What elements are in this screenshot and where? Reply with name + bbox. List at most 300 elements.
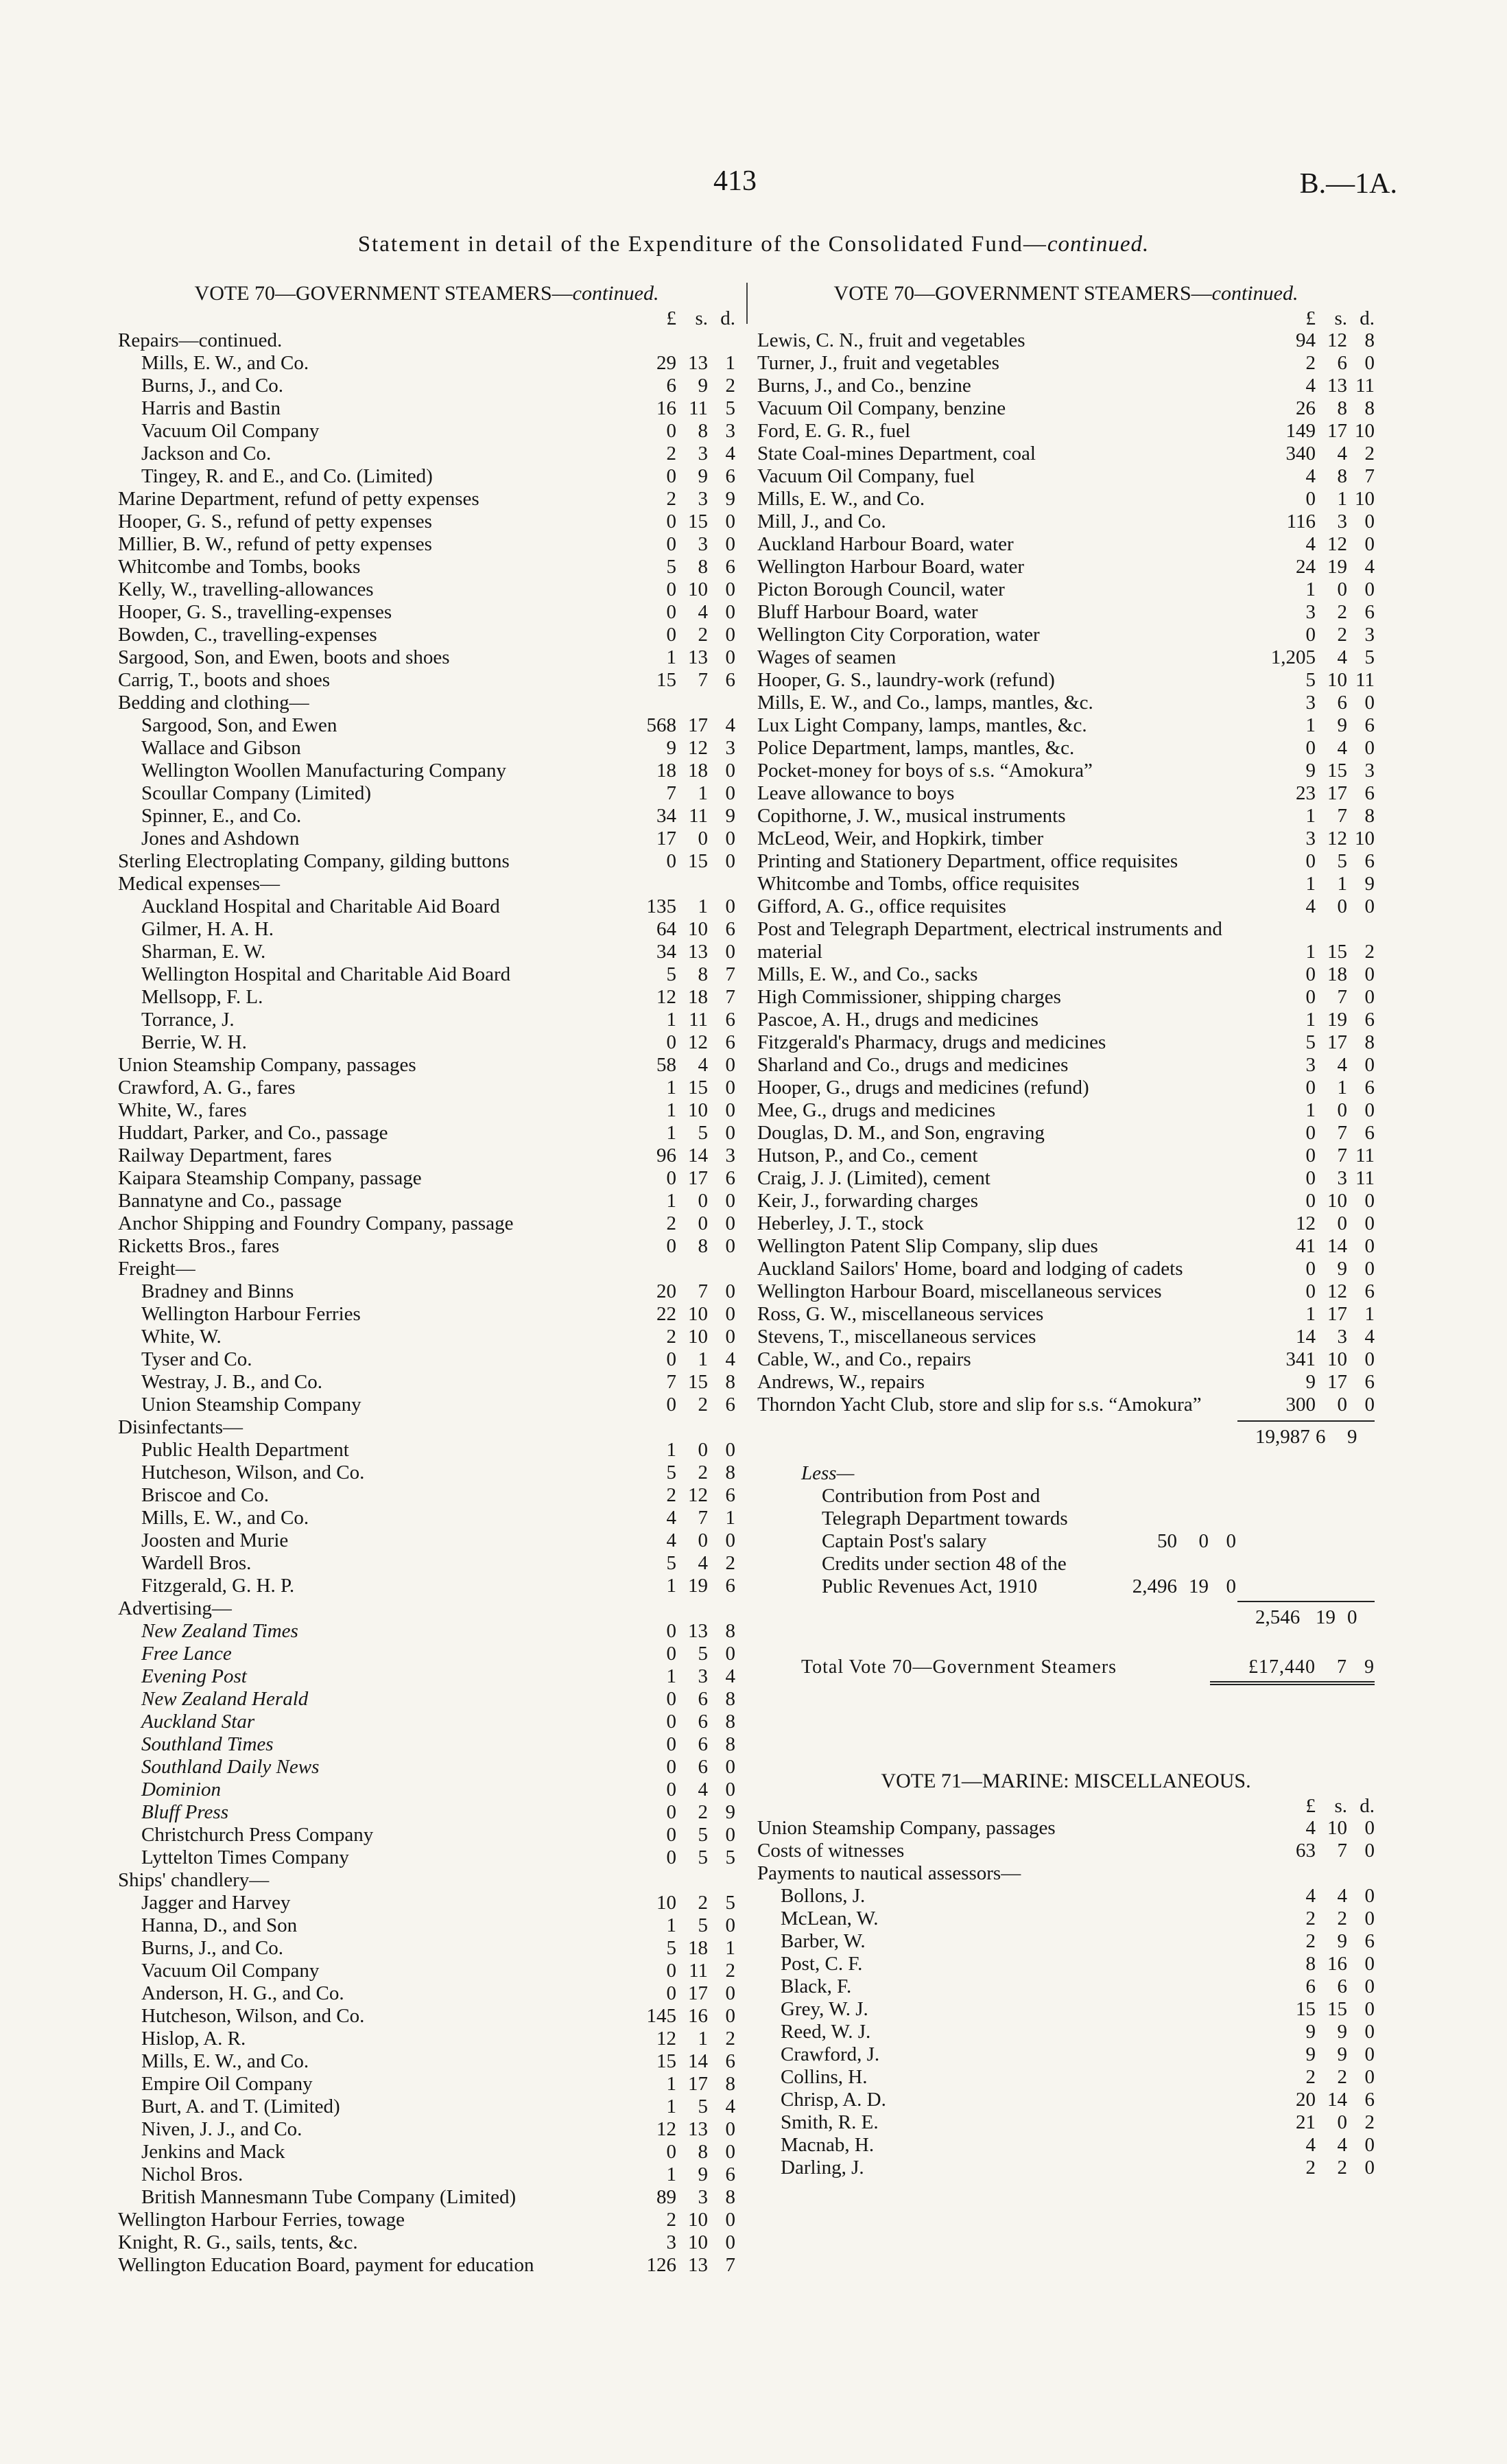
table-row (757, 556, 1375, 578)
entry-description: Westray, J. B., and Co. (141, 1371, 323, 1393)
amount-pence: 6 (725, 669, 735, 691)
amount-shillings: 15 (688, 1371, 708, 1393)
amount-pounds: 58 (656, 1054, 676, 1076)
amount-shillings: 2 (698, 624, 708, 646)
vote70-subtotal (1237, 1420, 1375, 1448)
amount-shillings: 12 (688, 1484, 708, 1506)
amount-pence: 0 (725, 1914, 735, 1936)
amount-shillings: 3 (698, 488, 708, 510)
amount-pence: 9 (725, 488, 735, 510)
amount-pence: 6 (725, 2050, 735, 2072)
amount-pounds: 4 (1305, 465, 1316, 487)
amount-pence: 0 (725, 895, 735, 917)
amount-shillings: 5 (698, 1914, 708, 1936)
amount-shillings: 1 (698, 2028, 708, 2050)
amount-pounds: 21 (1296, 2111, 1316, 2133)
amount-pence: 0 (725, 1643, 735, 1665)
amount-pence: 5 (725, 1892, 735, 1914)
entry-description: Kaipara Steamship Company, passage (118, 1167, 422, 1189)
entry-description: Marine Department, refund of petty expenses (118, 488, 479, 510)
entry-description: Auckland Star (141, 1711, 255, 1733)
table-row (118, 737, 735, 760)
amount-pounds: 1,205 (1270, 646, 1316, 668)
amount-pounds: 0 (666, 1394, 676, 1416)
amount-shillings: 14 (688, 1145, 708, 1166)
amount-pence: 5 (725, 397, 735, 419)
entry-description: Sargood, Son, and Ewen (141, 714, 337, 736)
less-section (757, 1462, 1375, 1629)
table-row (118, 1914, 735, 1937)
amount-pence: 6 (725, 918, 735, 940)
table-row (757, 737, 1375, 760)
amount-pounds: 9 (1305, 2043, 1316, 2065)
amount-pounds: 1 (1305, 1303, 1316, 1325)
table-row (118, 828, 735, 850)
amount-pence: 0 (1364, 1258, 1375, 1280)
amount-shillings: 17 (688, 1167, 708, 1189)
amount-pence: 6 (1364, 1009, 1375, 1031)
amount-shillings: 19 (1327, 1009, 1347, 1031)
table-row (118, 352, 735, 375)
amount-pounds: 0 (1305, 488, 1316, 510)
table-row (757, 1930, 1375, 1953)
amount-pence: 0 (1364, 737, 1375, 759)
amount-pounds: 0 (666, 850, 676, 872)
entry-description: White, W. (141, 1326, 222, 1348)
amount-pence: 2 (725, 1552, 735, 1574)
table-row (118, 1846, 735, 1869)
amount-pounds: 0 (666, 1711, 676, 1733)
amount-shillings: 11 (689, 805, 708, 827)
amount-pence: 0 (1364, 963, 1375, 985)
amount-pence: 0 (1364, 1394, 1375, 1416)
table-row (118, 941, 735, 963)
entry-description: Union Steamship Company, passages (118, 1054, 416, 1076)
pence-unit: d. (1360, 1795, 1375, 1817)
amount-pounds: 0 (666, 1779, 676, 1800)
vote71-heading: VOTE 71—MARINE: MISCELLANEOUS. (881, 1770, 1251, 1792)
amount-pence: 0 (725, 533, 735, 555)
amount-pounds: 0 (666, 1688, 676, 1710)
table-row (757, 828, 1375, 850)
amount-pence: 0 (1364, 511, 1375, 532)
entry-description: Free Lance (141, 1643, 232, 1665)
table-row (118, 2118, 735, 2141)
amount-pence: 7 (725, 963, 735, 985)
table-row (118, 963, 735, 986)
amount-pounds: 126 (646, 2254, 676, 2276)
amount-pence: 0 (725, 1779, 735, 1800)
amount-pence: 0 (1364, 1054, 1375, 1076)
amount-shillings: 4 (1337, 1885, 1347, 1907)
entry-description: Hutcheson, Wilson, and Co. (141, 1462, 365, 1483)
amount-pounds: 1 (666, 1099, 676, 1121)
amount-pence: 9 (725, 805, 735, 827)
amount-pounds: 1 (666, 1009, 676, 1031)
amount-pounds: 1 (1305, 578, 1316, 600)
amount-pence: 0 (725, 578, 735, 600)
table-row (757, 1908, 1375, 1930)
entry-description: Chrisp, A. D. (781, 2089, 886, 2111)
right-vote-heading-suffix: continued. (1211, 282, 1298, 305)
entry-description: Wellington Education Board, payment for education (118, 2254, 534, 2276)
less-item (801, 1553, 1375, 1598)
amount-shillings: 9 (1337, 1258, 1347, 1280)
page-number: 413 (713, 165, 757, 197)
pounds-unit: £ (666, 307, 676, 329)
table-row (757, 1280, 1375, 1303)
table-row (118, 1552, 735, 1575)
entry-description: Burns, J., and Co. (141, 375, 284, 397)
entry-description: Ross, G. W., miscellaneous services (757, 1303, 1044, 1325)
amount-shillings: 15 (1327, 941, 1347, 963)
amount-shillings: 10 (688, 2209, 708, 2231)
amount-pence: 6 (725, 1575, 735, 1597)
entry-description: Vacuum Oil Company (141, 1960, 320, 1982)
amount-pounds: 0 (666, 1167, 676, 1189)
table-row (757, 1077, 1375, 1099)
table-row (757, 895, 1375, 918)
shillings-unit: s. (695, 307, 708, 329)
amount-pence: 6 (725, 465, 735, 487)
amount-shillings: 11 (689, 397, 708, 419)
entry-description: Hutcheson, Wilson, and Co. (141, 2005, 365, 2027)
amount-shillings: 0 (698, 1212, 708, 1234)
table-row (118, 1439, 735, 1462)
entry-description: Mills, E. W., and Co., lamps, mantles, &c. (757, 692, 1093, 714)
amount-pounds: 20 (1296, 2089, 1316, 2111)
table-row (757, 2043, 1375, 2066)
amount-pence: 8 (725, 1620, 735, 1642)
amount-pence: 2 (725, 1960, 735, 1982)
amount-pounds: 24 (1296, 556, 1316, 578)
amount-pounds: 34 (656, 941, 676, 963)
subtotal-shillings: 6 (1316, 1426, 1326, 1448)
table-row (757, 2021, 1375, 2043)
right-column (757, 280, 1375, 2179)
amount-pounds: 2 (1305, 2157, 1316, 2179)
amount-pence: 0 (1364, 1190, 1375, 1212)
amount-pounds: 1 (666, 1077, 676, 1099)
amount-pounds: 135 (646, 895, 676, 917)
amount-shillings: 15 (688, 850, 708, 872)
amount-shillings: 5 (1337, 850, 1347, 872)
amount-pounds: 0 (666, 1733, 676, 1755)
entry-description: Jackson and Co. (141, 443, 272, 465)
statement-title-suffix: continued. (1047, 232, 1150, 257)
amount-pence: 0 (1364, 1348, 1375, 1370)
entry-description: Mills, E. W., and Co. (141, 1507, 309, 1529)
entry-description: Briscoe and Co. (141, 1484, 270, 1506)
entry-description: Black, F. (781, 1975, 852, 1997)
table-row (118, 1054, 735, 1077)
statement-title (0, 232, 1507, 257)
entry-description: Berrie, W. H. (141, 1031, 247, 1053)
amount-pence: 0 (1364, 2134, 1375, 2156)
entry-description: Lewis, C. N., fruit and vegetables (757, 329, 1025, 351)
table-row (757, 1371, 1375, 1394)
entry-description: Evening Post (141, 1665, 247, 1687)
amount-pounds: 9 (1305, 1371, 1316, 1393)
amount-shillings: 4 (1337, 2134, 1347, 2156)
entry-description: Pascoe, A. H., drugs and medicines (757, 1009, 1039, 1031)
entry-description: Mills, E. W., and Co. (757, 488, 925, 510)
amount-pence: 8 (1364, 329, 1375, 351)
amount-pence: 6 (725, 1031, 735, 1053)
amount-shillings: 5 (698, 1824, 708, 1846)
entry-description: High Commissioner, shipping charges (757, 986, 1061, 1008)
table-row (757, 1167, 1375, 1190)
amount-pounds: 96 (656, 1145, 676, 1166)
amount-pounds: 0 (1305, 1077, 1316, 1099)
amount-pence: 0 (725, 1122, 735, 1144)
amount-shillings: 3 (698, 1665, 708, 1687)
amount-pounds: 34 (656, 805, 676, 827)
amount-pounds: 0 (666, 1960, 676, 1982)
amount-shillings: 10 (688, 578, 708, 600)
entry-description: Sterling Electroplating Company, gilding buttons (118, 850, 510, 872)
amount-pence: 0 (725, 760, 735, 782)
amount-shillings: 7 (1337, 1145, 1347, 1166)
amount-pence: 3 (1364, 760, 1375, 782)
left-vote-heading (118, 280, 735, 307)
table-row (757, 1326, 1375, 1348)
amount-pounds: 41 (1296, 1235, 1316, 1257)
table-row (118, 805, 735, 828)
table-row (118, 850, 735, 873)
amount-pence: 0 (725, 2141, 735, 2163)
amount-shillings: 3 (698, 533, 708, 555)
amount-pence: 0 (725, 850, 735, 872)
amount-pence: 0 (725, 1982, 735, 2004)
entry-description: Leave allowance to boys (757, 782, 955, 804)
amount-pounds: 5 (666, 556, 676, 578)
table-row (757, 918, 1375, 963)
amount-pence: 8 (1364, 1031, 1375, 1053)
entry-description: Burns, J., and Co. (141, 1937, 284, 1959)
amount-shillings: 1 (698, 782, 708, 804)
amount-shillings: 0 (1337, 578, 1347, 600)
amount-pence: 6 (1364, 714, 1375, 736)
amount-pence: 2 (725, 2028, 735, 2050)
table-row (757, 1394, 1375, 1416)
entry-description: Torrance, J. (141, 1009, 235, 1031)
amount-pounds: 0 (666, 624, 676, 646)
amount-shillings: 2 (1337, 1908, 1347, 1929)
table-row (118, 420, 735, 443)
amount-pence: 6 (725, 2163, 735, 2185)
amount-pence: 0 (725, 2231, 735, 2253)
entry-description: Nichol Bros. (141, 2163, 244, 2185)
amount-pence: 1 (725, 1937, 735, 1959)
amount-pounds: 145 (646, 2005, 676, 2027)
table-row (757, 601, 1375, 624)
amount-pence: 10 (1355, 828, 1375, 849)
amount-pence: 7 (1364, 465, 1375, 487)
amount-shillings: 14 (1327, 1235, 1347, 1257)
table-row (757, 1885, 1375, 1908)
table-row (757, 1190, 1375, 1212)
amount-pounds: 5 (666, 963, 676, 985)
amount-pounds: 1 (1305, 941, 1316, 963)
amount-pence: 0 (1364, 895, 1375, 917)
table-row (757, 986, 1375, 1009)
amount-pounds: 4 (1305, 375, 1316, 397)
entry-description: Southland Times (141, 1733, 274, 1755)
amount-pence: 8 (1364, 397, 1375, 419)
entry-description: Christchurch Press Company (141, 1824, 374, 1846)
table-row (118, 2163, 735, 2186)
entry-description: Hooper, G. S., travelling-expenses (118, 601, 392, 623)
amount-pounds: 4 (1305, 2134, 1316, 2156)
less-item-pence: 0 (1226, 1575, 1236, 1597)
table-row (118, 918, 735, 941)
amount-shillings: 7 (698, 1507, 708, 1529)
amount-pence: 6 (1364, 1371, 1375, 1393)
amount-pounds: 26 (1296, 397, 1316, 419)
table-row (757, 1099, 1375, 1122)
amount-pounds: 4 (1305, 1817, 1316, 1839)
entry-description: State Coal-mines Department, coal (757, 443, 1036, 465)
amount-shillings: 2 (1337, 624, 1347, 646)
amount-pence: 0 (725, 624, 735, 646)
amount-pence: 8 (725, 1462, 735, 1483)
grand-total-rule (1210, 1681, 1375, 1685)
entry-description: Bluff Harbour Board, water (757, 601, 978, 623)
entry-description: Heberley, J. T., stock (757, 1212, 924, 1234)
amount-pence: 4 (725, 1348, 735, 1370)
amount-pounds: 15 (656, 2050, 676, 2072)
amount-pence: 0 (1364, 1099, 1375, 1121)
amount-pence: 0 (725, 1756, 735, 1778)
amount-shillings: 10 (688, 1303, 708, 1325)
amount-shillings: 13 (688, 2118, 708, 2140)
amount-pence: 0 (1364, 1817, 1375, 1839)
entry-description: Auckland Sailors' Home, board and lodging of cadets (757, 1258, 1183, 1280)
entry-description: Bannatyne and Co., passage (118, 1190, 342, 1212)
entry-description: Gifford, A. G., office requisites (757, 895, 1006, 917)
amount-pounds: 16 (656, 397, 676, 419)
table-row (118, 1960, 735, 1982)
table-row (118, 1122, 735, 1145)
entry-description: Picton Borough Council, water (757, 578, 1005, 600)
amount-pence: 6 (1364, 1930, 1375, 1952)
entry-description: Union Steamship Company, passages (757, 1817, 1056, 1839)
table-row (757, 1840, 1375, 1862)
pence-unit: d. (720, 307, 735, 329)
amount-pounds: 0 (666, 465, 676, 487)
amount-pence: 6 (725, 1009, 735, 1031)
amount-pence: 7 (725, 986, 735, 1008)
amount-pounds: 0 (1305, 1122, 1316, 1144)
amount-pounds: 18 (656, 760, 676, 782)
amount-pence: 0 (725, 1303, 735, 1325)
entry-description: Repairs—continued. (118, 329, 283, 351)
amount-pence: 6 (725, 1484, 735, 1506)
amount-pence: 0 (725, 1824, 735, 1846)
table-row (757, 1122, 1375, 1145)
entry-description: Tyser and Co. (141, 1348, 252, 1370)
table-row (757, 1054, 1375, 1077)
statement-title-text: Statement in detail of the Expenditure of the Consolidated Fund— (357, 232, 1047, 257)
entry-description: Ford, E. G. R., fuel (757, 420, 911, 442)
amount-pounds: 2 (666, 443, 676, 465)
entry-description: Sharman, E. W. (141, 941, 266, 963)
amount-shillings: 6 (1337, 352, 1347, 374)
amount-shillings: 4 (698, 601, 708, 623)
less-item-shillings: 19 (1189, 1575, 1209, 1597)
amount-pence: 0 (1364, 1235, 1375, 1257)
table-row (757, 465, 1375, 488)
amount-shillings: 8 (698, 1235, 708, 1257)
table-row (118, 1711, 735, 1733)
amount-pence: 0 (1364, 2157, 1375, 2179)
entry-description: Crawford, J. (781, 2043, 880, 2065)
entry-description: Pocket-money for boys of s.s. “Amokura” (757, 760, 1093, 782)
amount-pounds: 12 (1296, 1212, 1316, 1234)
amount-shillings: 13 (688, 352, 708, 374)
amount-pounds: 0 (666, 1801, 676, 1823)
table-row (118, 2028, 735, 2050)
amount-pounds: 300 (1285, 1394, 1316, 1416)
amount-shillings: 6 (698, 1733, 708, 1755)
entry-description: Sargood, Son, and Ewen, boots and shoes (118, 646, 450, 668)
amount-pence: 3 (725, 737, 735, 759)
amount-shillings: 0 (1337, 1394, 1347, 1416)
amount-pounds: 8 (1305, 1953, 1316, 1975)
amount-shillings: 1 (698, 1348, 708, 1370)
table-row (118, 1801, 735, 1824)
amount-pounds: 1 (666, 646, 676, 668)
amount-shillings: 8 (698, 556, 708, 578)
table-row (757, 1953, 1375, 1975)
entry-description: Police Department, lamps, mantles, &c. (757, 737, 1075, 759)
amount-shillings: 0 (698, 828, 708, 849)
amount-shillings: 8 (698, 420, 708, 442)
amount-pounds: 0 (666, 1643, 676, 1665)
amount-pence: 4 (1364, 1326, 1375, 1348)
table-row (118, 1643, 735, 1665)
amount-shillings: 4 (698, 1552, 708, 1574)
amount-shillings: 8 (1337, 397, 1347, 419)
less-total (1237, 1601, 1375, 1629)
amount-pounds: 0 (666, 1982, 676, 2004)
amount-pounds: 5 (666, 1462, 676, 1483)
table-row (118, 1394, 735, 1416)
amount-shillings: 7 (698, 669, 708, 691)
amount-shillings: 4 (1337, 646, 1347, 668)
less-total-pounds: 2,546 (1255, 1606, 1301, 1628)
table-row (757, 1817, 1375, 1840)
table-row (118, 533, 735, 556)
amount-shillings: 9 (1337, 714, 1347, 736)
amount-pounds: 4 (1305, 895, 1316, 917)
amount-pounds: 0 (666, 511, 676, 532)
amount-shillings: 9 (698, 375, 708, 397)
table-row (757, 1235, 1375, 1258)
amount-shillings: 2 (1337, 2066, 1347, 2088)
table-row (118, 1212, 735, 1235)
entry-description: Wellington Patent Slip Company, slip dues (757, 1235, 1098, 1257)
entry-description: McLean, W. (781, 1908, 879, 1929)
amount-pence: 4 (725, 1665, 735, 1687)
amount-shillings: 5 (698, 1846, 708, 1868)
entry-description: Hutson, P., and Co., cement (757, 1145, 978, 1166)
amount-pounds: 149 (1285, 420, 1316, 442)
right-vote-heading (757, 280, 1375, 307)
right-entries (757, 329, 1375, 1416)
left-column (118, 280, 735, 2277)
